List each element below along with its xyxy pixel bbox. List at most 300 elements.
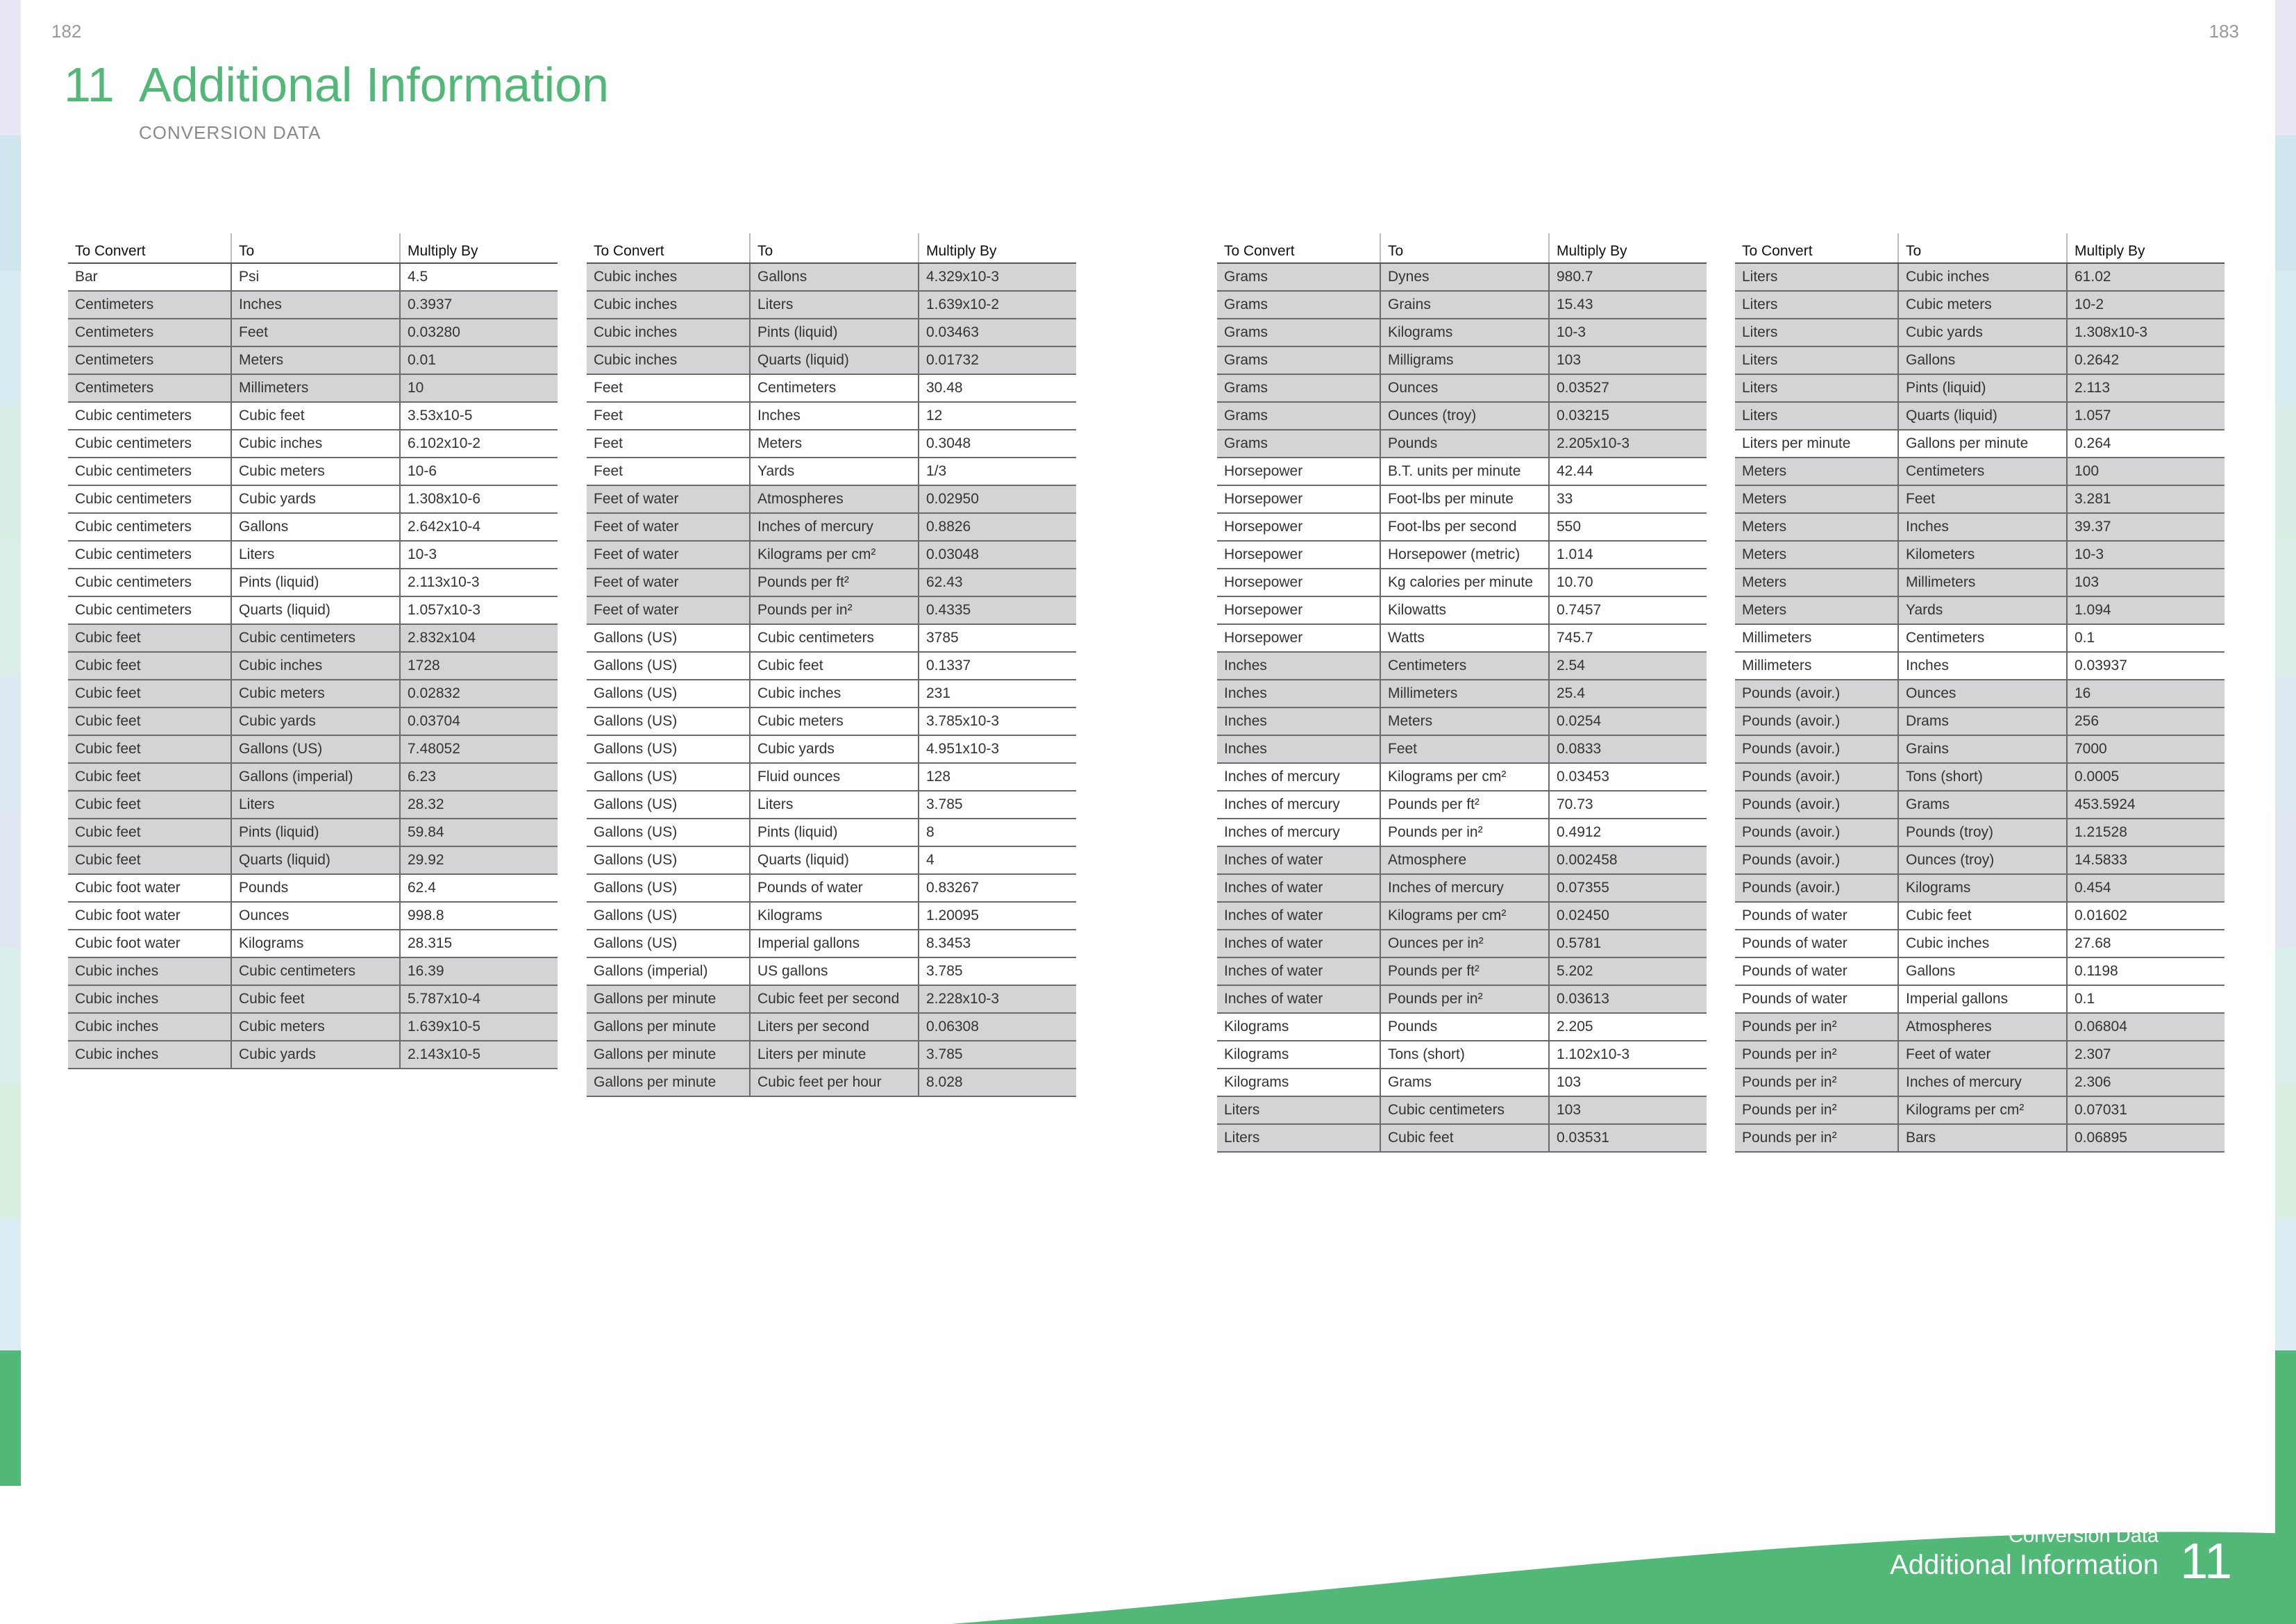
- cell-from-unit: Inches of mercury: [1217, 819, 1380, 846]
- header-multiply-by: Multiply By: [919, 233, 1076, 263]
- cell-multiplier: 1.639x10-5: [400, 1013, 558, 1041]
- cell-from-unit: Liters: [1735, 346, 1898, 374]
- cell-multiplier: 256: [2067, 708, 2224, 735]
- table-row: [68, 846, 558, 874]
- table-row: [587, 430, 1076, 458]
- cell-to-unit: Pounds of water: [750, 874, 919, 902]
- page-number-left: 182: [51, 21, 82, 42]
- cell-from-unit: Pounds (avoir.): [1735, 791, 1898, 819]
- right-color-stripe: [2275, 0, 2296, 1350]
- cell-to-unit: Gallons: [1898, 346, 2067, 374]
- table-row: [68, 708, 558, 735]
- cell-multiplier: 0.3937: [400, 291, 558, 319]
- table-row: [587, 819, 1076, 846]
- cell-to-unit: Gallons: [750, 263, 919, 291]
- cell-from-unit: Cubic foot water: [68, 902, 231, 930]
- cell-to-unit: Yards: [1898, 596, 2067, 624]
- cell-to-unit: Drams: [1898, 708, 2067, 735]
- stripe-segment: [0, 812, 21, 948]
- cell-from-unit: Inches: [1217, 735, 1380, 763]
- table-row: [1217, 291, 1707, 319]
- cell-to-unit: Kilograms: [1380, 319, 1549, 346]
- table-row: [1217, 402, 1707, 430]
- cell-to-unit: Atmospheres: [750, 485, 919, 513]
- cell-from-unit: Cubic feet: [68, 763, 231, 791]
- table-row: [1735, 569, 2224, 596]
- cell-from-unit: Feet: [587, 374, 750, 402]
- table-row: [1735, 957, 2224, 985]
- cell-multiplier: 0.02950: [919, 485, 1076, 513]
- table-row: [1735, 902, 2224, 930]
- table-row: [1735, 735, 2224, 763]
- cell-from-unit: Pounds of water: [1735, 985, 1898, 1013]
- cell-from-unit: Cubic foot water: [68, 874, 231, 902]
- cell-multiplier: 8: [919, 819, 1076, 846]
- stripe-segment: [0, 948, 21, 1083]
- chapter-subtitle: CONVERSION DATA: [139, 122, 321, 143]
- table-row: [1735, 1013, 2224, 1041]
- cell-from-unit: Cubic centimeters: [68, 458, 231, 485]
- cell-from-unit: Cubic inches: [587, 263, 750, 291]
- cell-to-unit: Centimeters: [1898, 624, 2067, 652]
- cell-to-unit: Milligrams: [1380, 346, 1549, 374]
- table-row: [1735, 874, 2224, 902]
- stripe-segment: [0, 542, 21, 677]
- table-row: [587, 485, 1076, 513]
- cell-multiplier: 3785: [919, 624, 1076, 652]
- cell-to-unit: Cubic meters: [231, 458, 400, 485]
- cell-multiplier: 0.01: [400, 346, 558, 374]
- cell-multiplier: 0.454: [2067, 874, 2224, 902]
- cell-to-unit: Grains: [1380, 291, 1549, 319]
- cell-from-unit: Kilograms: [1217, 1069, 1380, 1096]
- cell-from-unit: Horsepower: [1217, 541, 1380, 569]
- cell-multiplier: 30.48: [919, 374, 1076, 402]
- cell-multiplier: 0.1337: [919, 652, 1076, 680]
- cell-to-unit: Quarts (liquid): [231, 846, 400, 874]
- cell-to-unit: Ounces (troy): [1898, 846, 2067, 874]
- cell-from-unit: Gallons (US): [587, 680, 750, 708]
- cell-from-unit: Pounds (avoir.): [1735, 763, 1898, 791]
- cell-from-unit: Gallons (US): [587, 819, 750, 846]
- header-to: To: [1380, 233, 1549, 263]
- cell-multiplier: 2.306: [2067, 1069, 2224, 1096]
- table-row: [587, 846, 1076, 874]
- table-row: [587, 374, 1076, 402]
- cell-multiplier: 0.1198: [2067, 957, 2224, 985]
- cell-from-unit: Gallons per minute: [587, 1069, 750, 1096]
- cell-from-unit: Cubic inches: [68, 1013, 231, 1041]
- table-row: [68, 458, 558, 485]
- cell-from-unit: Inches: [1217, 680, 1380, 708]
- cell-from-unit: Centimeters: [68, 319, 231, 346]
- cell-from-unit: Inches: [1217, 708, 1380, 735]
- cell-multiplier: 1.014: [1549, 541, 1707, 569]
- table-row: [1735, 1069, 2224, 1096]
- table-row: [1217, 1013, 1707, 1041]
- cell-to-unit: Watts: [1380, 624, 1549, 652]
- cell-multiplier: 1.057: [2067, 402, 2224, 430]
- cell-multiplier: 0.03704: [400, 708, 558, 735]
- cell-from-unit: Horsepower: [1217, 596, 1380, 624]
- table-row: [1735, 985, 2224, 1013]
- cell-to-unit: Centimeters: [750, 374, 919, 402]
- cell-to-unit: Foot-lbs per minute: [1380, 485, 1549, 513]
- cell-multiplier: 0.03215: [1549, 402, 1707, 430]
- cell-multiplier: 100: [2067, 458, 2224, 485]
- table-row: [1735, 402, 2224, 430]
- table-row: [587, 346, 1076, 374]
- stripe-segment: [0, 1083, 21, 1219]
- cell-multiplier: 0.002458: [1549, 846, 1707, 874]
- table-row: [1735, 652, 2224, 680]
- stripe-segment: [2275, 812, 2296, 948]
- table-row: [68, 791, 558, 819]
- table-row: [1735, 1096, 2224, 1124]
- table-row: [1217, 680, 1707, 708]
- table-row: [68, 735, 558, 763]
- cell-to-unit: Dynes: [1380, 263, 1549, 291]
- table-row: [1735, 846, 2224, 874]
- cell-from-unit: Inches of water: [1217, 985, 1380, 1013]
- cell-to-unit: Cubic inches: [231, 430, 400, 458]
- cell-multiplier: 1728: [400, 652, 558, 680]
- table-row: [68, 902, 558, 930]
- conversion-table-1: [68, 233, 558, 1069]
- cell-to-unit: Cubic feet: [1380, 1124, 1549, 1152]
- table-row: [68, 346, 558, 374]
- cell-from-unit: Horsepower: [1217, 569, 1380, 596]
- cell-to-unit: Kilograms per cm²: [1380, 902, 1549, 930]
- cell-from-unit: Liters per minute: [1735, 430, 1898, 458]
- table-row: [1735, 319, 2224, 346]
- cell-from-unit: Millimeters: [1735, 652, 1898, 680]
- table-row: [68, 485, 558, 513]
- cell-from-unit: Feet of water: [587, 596, 750, 624]
- table-row: [1217, 458, 1707, 485]
- cell-multiplier: 0.02450: [1549, 902, 1707, 930]
- cell-to-unit: US gallons: [750, 957, 919, 985]
- table-row: [68, 680, 558, 708]
- cell-from-unit: Millimeters: [1735, 624, 1898, 652]
- table-row: [587, 763, 1076, 791]
- cell-from-unit: Feet: [587, 402, 750, 430]
- cell-multiplier: 0.01602: [2067, 902, 2224, 930]
- cell-multiplier: 231: [919, 680, 1076, 708]
- cell-multiplier: 1/3: [919, 458, 1076, 485]
- header-to-convert: To Convert: [1217, 233, 1380, 263]
- cell-multiplier: 1.102x10-3: [1549, 1041, 1707, 1069]
- cell-to-unit: Atmosphere: [1380, 846, 1549, 874]
- cell-from-unit: Liters: [1735, 402, 1898, 430]
- table-row: [587, 291, 1076, 319]
- stripe-segment: [2275, 677, 2296, 812]
- cell-from-unit: Pounds per in²: [1735, 1069, 1898, 1096]
- table-row: [68, 541, 558, 569]
- cell-multiplier: 10-6: [400, 458, 558, 485]
- cell-multiplier: 0.03937: [2067, 652, 2224, 680]
- cell-to-unit: Ounces per in²: [1380, 930, 1549, 957]
- cell-to-unit: Kilograms per cm²: [1898, 1096, 2067, 1124]
- cell-multiplier: 128: [919, 763, 1076, 791]
- cell-to-unit: Cubic centimeters: [1380, 1096, 1549, 1124]
- cell-multiplier: 29.92: [400, 846, 558, 874]
- stripe-segment: [2275, 135, 2296, 271]
- left-color-stripe: [0, 0, 21, 1486]
- table-row: [587, 708, 1076, 735]
- table-row: [1735, 458, 2224, 485]
- table-row: [587, 319, 1076, 346]
- cell-to-unit: Gallons (imperial): [231, 763, 400, 791]
- cell-multiplier: 453.5924: [2067, 791, 2224, 819]
- stripe-segment: [2275, 271, 2296, 406]
- cell-multiplier: 0.3048: [919, 430, 1076, 458]
- table-row: [587, 791, 1076, 819]
- cell-to-unit: Inches: [231, 291, 400, 319]
- cell-to-unit: Cubic centimeters: [231, 624, 400, 652]
- cell-multiplier: 14.5833: [2067, 846, 2224, 874]
- table-row: [587, 930, 1076, 957]
- cell-multiplier: 62.4: [400, 874, 558, 902]
- cell-from-unit: Meters: [1735, 458, 1898, 485]
- cell-multiplier: 0.1: [2067, 985, 2224, 1013]
- header-multiply-by: Multiply By: [2067, 233, 2224, 263]
- cell-to-unit: Kilograms per cm²: [750, 541, 919, 569]
- cell-from-unit: Grams: [1217, 346, 1380, 374]
- cell-from-unit: Grams: [1217, 291, 1380, 319]
- table-row: [68, 513, 558, 541]
- cell-from-unit: Horsepower: [1217, 458, 1380, 485]
- cell-to-unit: Feet: [231, 319, 400, 346]
- cell-from-unit: Gallons per minute: [587, 1041, 750, 1069]
- cell-to-unit: Pints (liquid): [1898, 374, 2067, 402]
- table-row: [1735, 763, 2224, 791]
- cell-to-unit: Feet: [1380, 735, 1549, 763]
- cell-from-unit: Feet of water: [587, 513, 750, 541]
- cell-multiplier: 745.7: [1549, 624, 1707, 652]
- table-row: [1217, 1096, 1707, 1124]
- cell-multiplier: 10-2: [2067, 291, 2224, 319]
- cell-from-unit: Meters: [1735, 485, 1898, 513]
- cell-multiplier: 33: [1549, 485, 1707, 513]
- table-row: [1735, 541, 2224, 569]
- cell-to-unit: Millimeters: [231, 374, 400, 402]
- cell-to-unit: Yards: [750, 458, 919, 485]
- cell-multiplier: 2.307: [2067, 1041, 2224, 1069]
- table-row: [587, 1069, 1076, 1096]
- cell-to-unit: Kg calories per minute: [1380, 569, 1549, 596]
- cell-multiplier: 12: [919, 402, 1076, 430]
- cell-multiplier: 10-3: [1549, 319, 1707, 346]
- cell-multiplier: 2.113: [2067, 374, 2224, 402]
- table-row: [587, 263, 1076, 291]
- cell-from-unit: Gallons per minute: [587, 1013, 750, 1041]
- table-row: [68, 930, 558, 957]
- cell-from-unit: Cubic inches: [587, 319, 750, 346]
- cell-multiplier: 3.785x10-3: [919, 708, 1076, 735]
- cell-to-unit: Quarts (liquid): [1898, 402, 2067, 430]
- cell-to-unit: Millimeters: [1898, 569, 2067, 596]
- cell-multiplier: 998.8: [400, 902, 558, 930]
- cell-from-unit: Grams: [1217, 263, 1380, 291]
- cell-to-unit: Pounds per ft²: [1380, 791, 1549, 819]
- cell-multiplier: 0.0005: [2067, 763, 2224, 791]
- cell-from-unit: Pounds of water: [1735, 957, 1898, 985]
- conversion-table-2: [587, 233, 1076, 1097]
- cell-from-unit: Feet: [587, 430, 750, 458]
- table-header-row: [68, 233, 558, 263]
- table-row: [1217, 1041, 1707, 1069]
- stripe-segment: [0, 0, 21, 135]
- cell-to-unit: Liters: [750, 291, 919, 319]
- cell-to-unit: Imperial gallons: [1898, 985, 2067, 1013]
- cell-from-unit: Liters: [1735, 291, 1898, 319]
- cell-multiplier: 103: [1549, 1096, 1707, 1124]
- cell-to-unit: Cubic yards: [231, 708, 400, 735]
- cell-to-unit: Pounds per ft²: [750, 569, 919, 596]
- header-multiply-by: Multiply By: [1549, 233, 1707, 263]
- cell-from-unit: Cubic feet: [68, 735, 231, 763]
- cell-multiplier: 2.205x10-3: [1549, 430, 1707, 458]
- cell-to-unit: Fluid ounces: [750, 763, 919, 791]
- cell-multiplier: 0.1: [2067, 624, 2224, 652]
- table-row: [68, 624, 558, 652]
- cell-to-unit: Quarts (liquid): [231, 596, 400, 624]
- table-header-row: [587, 233, 1076, 263]
- cell-to-unit: Cubic feet: [231, 402, 400, 430]
- cell-multiplier: 0.8826: [919, 513, 1076, 541]
- stripe-segment: [2275, 948, 2296, 1083]
- cell-to-unit: Quarts (liquid): [750, 846, 919, 874]
- cell-to-unit: Ounces: [231, 902, 400, 930]
- cell-to-unit: Cubic yards: [231, 485, 400, 513]
- cell-from-unit: Liters: [1735, 319, 1898, 346]
- table-row: [587, 513, 1076, 541]
- cell-multiplier: 1.094: [2067, 596, 2224, 624]
- cell-to-unit: Cubic feet per hour: [750, 1069, 919, 1096]
- cell-to-unit: Pounds per ft²: [1380, 957, 1549, 985]
- table-row: [1735, 1124, 2224, 1152]
- cell-from-unit: Pounds per in²: [1735, 1013, 1898, 1041]
- cell-multiplier: 0.7457: [1549, 596, 1707, 624]
- cell-from-unit: Horsepower: [1217, 485, 1380, 513]
- cell-to-unit: Atmospheres: [1898, 1013, 2067, 1041]
- cell-from-unit: Bar: [68, 263, 231, 291]
- cell-to-unit: Cubic yards: [750, 735, 919, 763]
- table-row: [1735, 374, 2224, 402]
- table-row: [1217, 430, 1707, 458]
- cell-multiplier: 2.205: [1549, 1013, 1707, 1041]
- conversion-table-4: [1735, 233, 2224, 1153]
- cell-to-unit: Cubic inches: [750, 680, 919, 708]
- cell-from-unit: Cubic foot water: [68, 930, 231, 957]
- cell-multiplier: 2.228x10-3: [919, 985, 1076, 1013]
- cell-multiplier: 16.39: [400, 957, 558, 985]
- table-row: [1735, 291, 2224, 319]
- table-row: [68, 763, 558, 791]
- stripe-segment: [0, 406, 21, 542]
- table-header-row: [1735, 233, 2224, 263]
- table-row: [68, 430, 558, 458]
- cell-multiplier: 5.787x10-4: [400, 985, 558, 1013]
- cell-to-unit: Cubic yards: [231, 1041, 400, 1069]
- table-row: [68, 569, 558, 596]
- cell-from-unit: Inches of mercury: [1217, 763, 1380, 791]
- stripe-segment: [2275, 0, 2296, 135]
- cell-to-unit: Kilograms: [1898, 874, 2067, 902]
- cell-multiplier: 1.308x10-6: [400, 485, 558, 513]
- cell-multiplier: 0.03280: [400, 319, 558, 346]
- cell-multiplier: 0.06895: [2067, 1124, 2224, 1152]
- cell-multiplier: 42.44: [1549, 458, 1707, 485]
- cell-from-unit: Pounds per in²: [1735, 1096, 1898, 1124]
- table-row: [1217, 374, 1707, 402]
- cell-multiplier: 0.2642: [2067, 346, 2224, 374]
- table-row: [68, 1041, 558, 1069]
- cell-to-unit: Cubic feet: [1898, 902, 2067, 930]
- cell-multiplier: 103: [1549, 346, 1707, 374]
- table-row: [1735, 1041, 2224, 1069]
- cell-multiplier: 0.4335: [919, 596, 1076, 624]
- cell-from-unit: Meters: [1735, 513, 1898, 541]
- table-row: [1217, 346, 1707, 374]
- cell-to-unit: Bars: [1898, 1124, 2067, 1152]
- cell-from-unit: Horsepower: [1217, 624, 1380, 652]
- cell-from-unit: Pounds per in²: [1735, 1124, 1898, 1152]
- cell-from-unit: Inches of mercury: [1217, 791, 1380, 819]
- table-row: [1217, 263, 1707, 291]
- footer-section-label: Conversion Data: [2009, 1525, 2159, 1547]
- cell-to-unit: Quarts (liquid): [750, 346, 919, 374]
- table-row: [68, 819, 558, 846]
- cell-multiplier: 980.7: [1549, 263, 1707, 291]
- table-row: [587, 1041, 1076, 1069]
- header-to: To: [1898, 233, 2067, 263]
- table-row: [68, 319, 558, 346]
- cell-from-unit: Cubic centimeters: [68, 596, 231, 624]
- table-row: [68, 402, 558, 430]
- cell-from-unit: Gallons (US): [587, 763, 750, 791]
- table-row: [587, 596, 1076, 624]
- table-row: [1217, 624, 1707, 652]
- cell-from-unit: Cubic centimeters: [68, 541, 231, 569]
- cell-from-unit: Cubic feet: [68, 652, 231, 680]
- cell-from-unit: Grams: [1217, 402, 1380, 430]
- stripe-segment: [2275, 406, 2296, 542]
- cell-multiplier: 1.20095: [919, 902, 1076, 930]
- table-row: [1217, 735, 1707, 763]
- cell-to-unit: Cubic inches: [1898, 930, 2067, 957]
- cell-to-unit: Ounces (troy): [1380, 402, 1549, 430]
- table-row: [587, 458, 1076, 485]
- cell-multiplier: 0.03531: [1549, 1124, 1707, 1152]
- cell-to-unit: Meters: [1380, 708, 1549, 735]
- cell-multiplier: 0.5781: [1549, 930, 1707, 957]
- cell-multiplier: 0.01732: [919, 346, 1076, 374]
- cell-from-unit: Gallons (US): [587, 735, 750, 763]
- cell-multiplier: 0.0254: [1549, 708, 1707, 735]
- table-row: [68, 291, 558, 319]
- table-row: [1217, 846, 1707, 874]
- cell-from-unit: Liters: [1735, 374, 1898, 402]
- cell-to-unit: Inches of mercury: [1380, 874, 1549, 902]
- cell-multiplier: 27.68: [2067, 930, 2224, 957]
- cell-to-unit: Imperial gallons: [750, 930, 919, 957]
- cell-to-unit: Pounds: [231, 874, 400, 902]
- cell-from-unit: Cubic inches: [68, 957, 231, 985]
- cell-from-unit: Gallons per minute: [587, 985, 750, 1013]
- footer-wave: [0, 1464, 2296, 1624]
